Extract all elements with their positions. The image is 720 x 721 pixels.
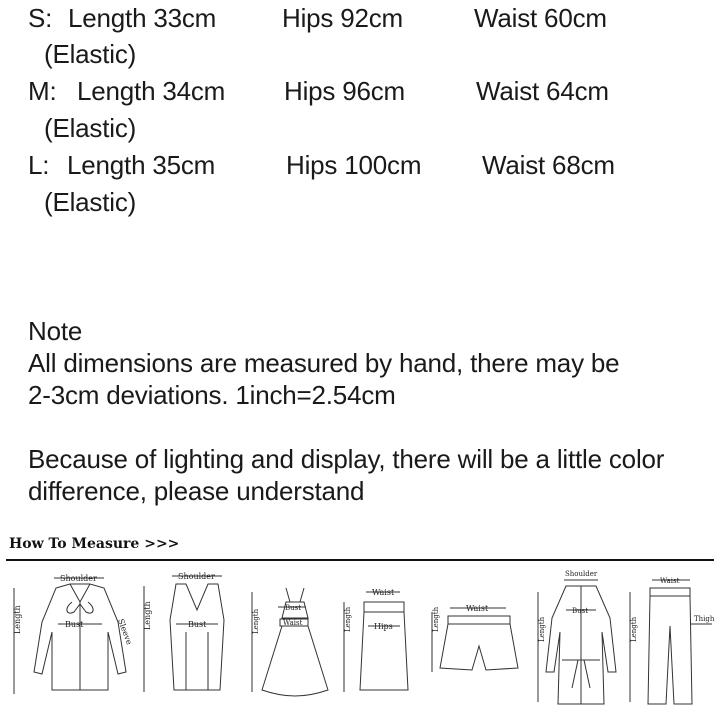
dress-bust-label: Bust xyxy=(285,604,302,612)
size-s-label: S: xyxy=(28,3,53,33)
size-m-label: M: xyxy=(28,76,57,106)
heading-divider xyxy=(6,559,714,561)
dress-length-label: Length xyxy=(252,608,260,634)
shirt-sleeve-label: Sleeve xyxy=(116,617,134,646)
trousers-length-label: Length xyxy=(630,616,638,642)
shirt-length-label: Length xyxy=(13,605,22,634)
shorts-illustration xyxy=(432,604,518,672)
vest-illustration xyxy=(143,572,224,692)
size-s-waist: Waist 60cm xyxy=(474,3,607,33)
size-s-elastic: (Elastic) xyxy=(44,39,137,69)
color-note-block xyxy=(28,443,708,507)
skirt-illustration xyxy=(344,588,408,692)
vest-length-label: Length xyxy=(143,601,152,630)
size-s-length: Length 33cm xyxy=(68,3,217,33)
note-block xyxy=(28,315,708,411)
skirt-waist-label: Waist xyxy=(372,588,395,597)
vest-shoulder-label: Shoulder xyxy=(178,572,215,581)
size-l-label: L: xyxy=(28,150,50,180)
size-l-waist: Waist 68cm xyxy=(482,150,615,180)
size-s-hips: Hips 92cm xyxy=(282,3,404,33)
dress-illustration xyxy=(252,588,328,696)
size-m-length: Length 34cm xyxy=(77,76,226,106)
coat-length-label: Length xyxy=(538,616,546,642)
shorts-waist-label: Waist xyxy=(466,604,489,613)
size-m-elastic: (Elastic) xyxy=(44,113,137,143)
size-l-elastic: (Elastic) xyxy=(44,187,137,217)
size-l-hips: Hips 100cm xyxy=(286,150,422,180)
trousers-illustration xyxy=(630,577,715,704)
coat-illustration xyxy=(538,570,616,704)
size-m-hips: Hips 96cm xyxy=(284,76,406,106)
shorts-length-label: Length xyxy=(432,606,440,632)
trousers-thigh-label: Thigh xyxy=(694,615,715,623)
dress-waist-label: Waist xyxy=(283,619,303,627)
shirt-bust-label: Bust xyxy=(65,620,84,629)
trousers-waist-label: Waist xyxy=(660,577,680,585)
skirt-hips-label: Hips xyxy=(374,622,393,631)
skirt-length-label: Length xyxy=(344,606,352,632)
note-line-2: 2-3cm deviations. 1inch=2.54cm xyxy=(28,380,396,410)
how-to-measure-heading: How To Measure >>> xyxy=(9,536,180,552)
color-note-line-2: difference, please understand xyxy=(28,476,365,506)
size-l-length: Length 35cm xyxy=(67,150,216,180)
shirt-illustration xyxy=(13,574,134,694)
measurement-illustrations xyxy=(0,562,720,721)
note-title: Note xyxy=(28,316,83,346)
coat-shoulder-label: Shoulder xyxy=(565,570,598,578)
size-m-waist: Waist 64cm xyxy=(476,76,609,106)
color-note-line-1: Because of lighting and display, there will be a little color xyxy=(28,444,665,474)
coat-bust-label: Bust xyxy=(572,607,589,615)
vest-bust-label: Bust xyxy=(188,620,207,629)
note-line-1: All dimensions are measured by hand, there may be xyxy=(28,348,620,378)
shirt-shoulder-label: Shoulder xyxy=(60,574,97,583)
